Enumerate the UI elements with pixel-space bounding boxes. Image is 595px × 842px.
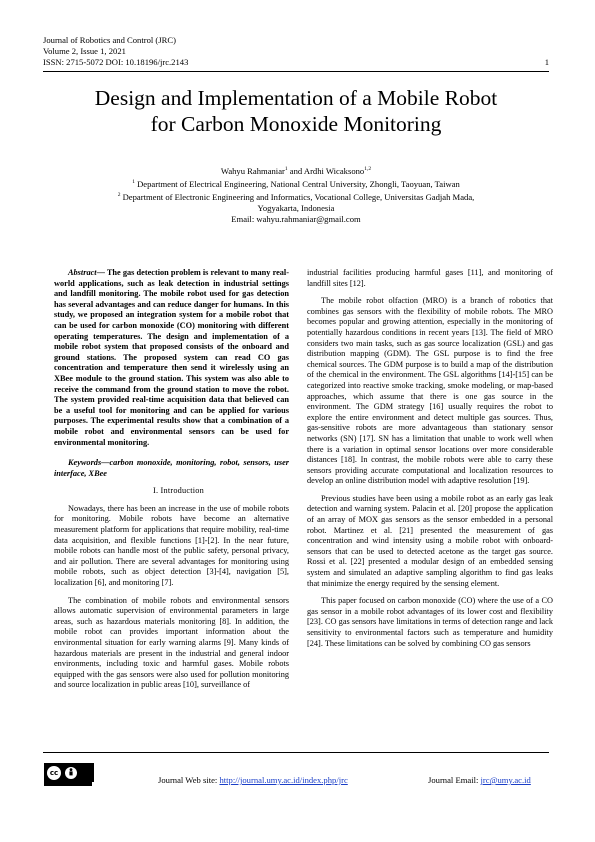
title-line-1: Design and Implementation of a Mobile Robot [94,86,498,110]
author-2-sup: 1,2 [364,166,372,172]
aff1-text: Department of Electrical Engineering, National Central University, Zhongli, Taoyuan, Taiwan [134,178,460,189]
by-person-icon [65,767,77,779]
aff2-text-a: Department of Electronic Engineering and Informatics, Vocational College, Universitas Gadjah Mada, [120,191,475,202]
email-link[interactable]: jrc@umy.ac.id [480,775,531,785]
running-header [43,35,188,69]
abstract-dash: — [96,268,107,277]
volume-issue: Volume 2, Issue 1, 2021 [43,46,126,57]
email-label: Journal Email: [428,775,481,785]
footer-website [158,775,348,785]
abstract-label: Abstract [68,268,97,277]
author-email: Email: wahyu.rahmaniar@gmail.com [231,214,361,225]
right-paragraph-1: industrial facilities producing harmful gases [11], and monitoring of landfill sites [12]. [307,268,553,288]
abstract [54,268,289,448]
right-paragraph-3: Previous studies have been using a mobile robot as an early gas leak detection and warning system. Palacin et al. [20] propose the application of an array of MOX gas sensors as the sensor embedded in a personal robot. Martinez et al. [21] presented the measurement of gas concentration and wind intensity using a mobile robot with onboard-sensors that can be used to detected acetone as the target gas source. Rossi et al. [22] presented a modular design of an embedded sensing system and simulated an adaptive sampling algorithm to find gas leaks that minimize the energy required by the sensing element. [307,493,553,588]
web-link[interactable]: http://journal.umy.ac.id/index.php/jrc [219,775,348,785]
paper-title [43,85,549,137]
author-1: Wahyu Rahmaniar [220,165,285,176]
intro-paragraph-1: Nowadays, there has been an increase in the use of mobile robots for monitoring. Mobile robots have become an alternative measurement platform for applications that require mobility, real-time data acquisition, and flexible functions [1]-[2]. In the near future, mobile robots can handle most of the public safety, personal privacy, and air pollution. There are several advantages for monitoring using mobile robots, such as object detection [3]-[4], navigation [5], localization [6], and monitoring [7]. [54,503,289,588]
author-block [43,164,549,226]
left-column [54,268,289,698]
intro-paragraph-2: The combination of mobile robots and environmental sensors allows automatic supervision of environmental parameters in large areas, such as hazardous materials monitoring [8]. In addition, the mobile robot can provides important information about the environmental situation for early warning alarms [9]. Many kinds of hazardous materials are present in the industrial and general indoor environments, including toxic and harmful gases. Mobile robots equipped with the gas sensors were also used for pollution monitoring and source localization in public areas [10], surveillance of [54,595,289,690]
cc-logo-icon: cc [47,766,61,780]
aff2-sup: 2 [117,192,121,199]
footer-rule [43,752,549,753]
title-line-2: for Carbon Monoxide Monitoring [150,112,442,136]
keywords: Keywords—carbon monoxide, monitoring, robot, sensors, user interface, XBee [54,458,289,478]
right-paragraph-2: The mobile robot olfaction (MRO) is a branch of robotics that combines gas sensors with the flexibility of mobile robots. The MRO becomes popular and growing attention, especially in the monitoring of potentially hazardous conditions in recent years [13]. The field of MRO considers two main tasks, such as gas source localization (GSL) and gas distribution mapping (GDM). The GSL purpose is to find the free chemical sources. The GDM purpose is to build a map of the distribution of the chemical in the environment. The GSL algorithms [14]-[15] can be categorized into reactive smoke tracking, smoke modeling, or map-based approaches, which assume that there is one gas source in the environment. The GDM strategy [16] usually requires the robot to explore the entire environment and detect multiple gas sources. Thus, gas-sensitive robots are more advantageous than stationary sensor networks (SN) [17]. SN has a limitation that unable to work well when there is a variation in optimal sensor locations over more considerable distances [18]. In contrast, the mobile robots were able to carry these sensors providing accurate computational and localization resources to develop an online distribution model with adaptive resolution [19]. [307,296,553,486]
author-names [43,164,549,177]
affiliation-2 [43,190,549,203]
header-rule [43,71,549,72]
web-label: Journal Web site: [158,775,220,785]
abstract-text: The gas detection problem is relevant to many real-world applications, such as leak detection in industrial settings and landfill monitoring. The mobile robot used for gas detection has several advantages and can reduce danger for humans. In this study, we proposed an integration system for a mobile robot that can be used for carbon monoxide (CO) monitoring with different operating temperatures. The design and implementation of a mobile robot system that proposed consists of the onboard and ground stations. The proposed system can read CO gas concentration and temperature then send it wirelessly using an XBee module to the ground station. This system was also able to receive the command from the ground station to move the robot. The system provided real-time acquisition data that believed can be a useful tool for monitoring and can be applied for various purposes. The experimental results show that a combination of a mobile robot and environmental sensors can be used for environmental monitoring. [54,268,289,447]
right-paragraph-4: This paper focused on carbon monoxide (CO) where the use of a CO gas sensor in a mobile robot advantages of its lower cost and flexibility [23]. CO gas sensors have limitations in terms of detection range and lack sensitivity to environmental factors such as temperature and humidity [24]. These limitations can be solved by combining CO gas sensors [307,596,553,648]
right-column [307,268,553,656]
section-heading: I. Introduction [153,486,204,496]
cc-license-bar [44,781,92,786]
affiliation-2-city: Yogyakarta, Indonesia [257,203,335,214]
journal-name: Journal of Robotics and Control (JRC) [43,35,176,45]
page-number: 1 [544,57,549,67]
author-1-sup: 1 [284,166,288,172]
affiliation-1 [43,177,549,190]
author-and: and [287,165,304,176]
footer-email [428,775,531,785]
cc-license-badge[interactable] [44,763,94,782]
issn-doi: ISSN: 2715-5072 DOI: 10.18196/jrc.2143 [43,57,189,68]
aff1-sup: 1 [132,179,135,186]
author-2: Ardhi Wicaksono [303,165,365,176]
